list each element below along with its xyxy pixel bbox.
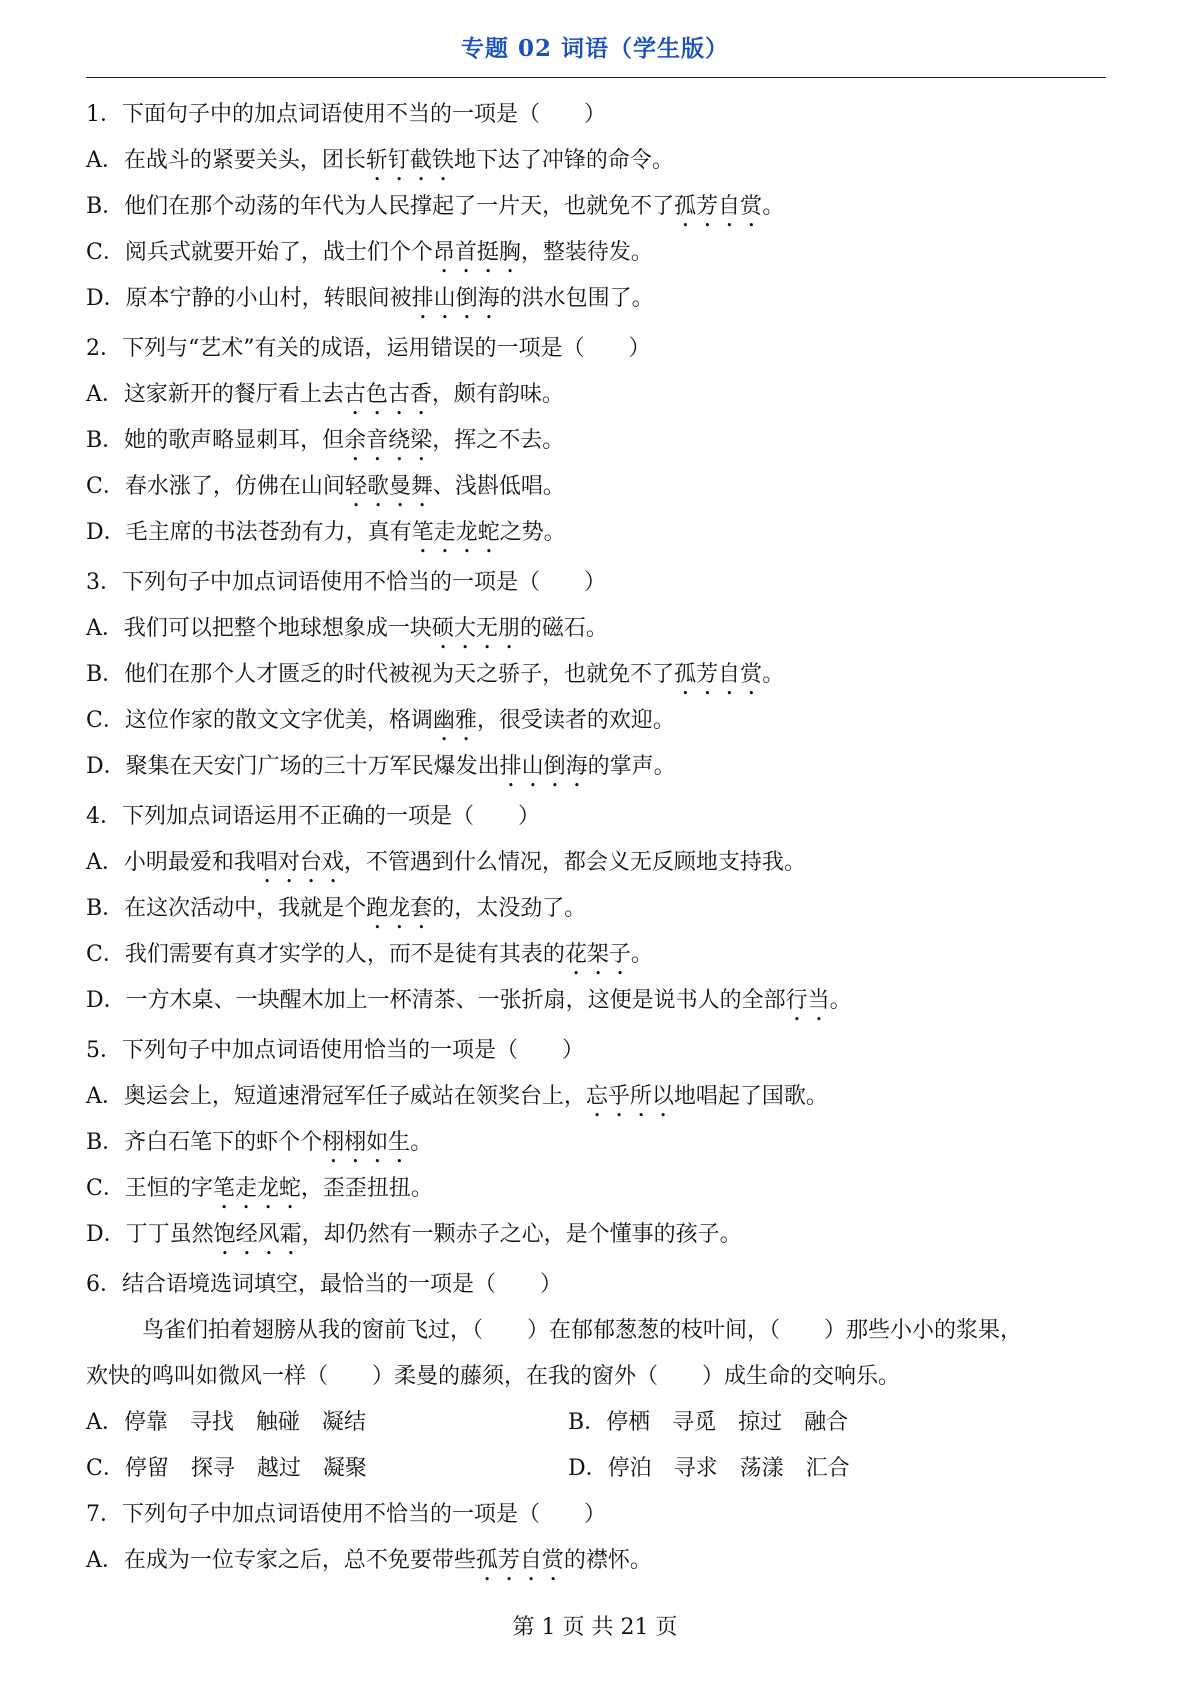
dotted-word: 余音绕梁: [344, 428, 433, 453]
dotted-word: 忘乎所以: [585, 1084, 674, 1109]
question-5-option-a: A．奥运会上，短道速滑冠军任子威站在领奖台上，忘乎所以地唱起了国歌。: [86, 1084, 828, 1109]
dotted-word: 栩栩如生: [322, 1130, 411, 1155]
question-6-passage-line-2: 欢快的鸣叫如微风一样（ ）柔曼的藤须，在我的窗外（ ）成生命的交响乐。: [86, 1364, 901, 1389]
question-5-option-d: D．丁丁虽然饱经风霜，却仍然有一颗赤子之心，是个懂事的孩子。: [86, 1222, 742, 1247]
page-title: 专题 02 词语（学生版）: [460, 35, 730, 62]
dotted-word: 笔走龙蛇: [411, 520, 500, 545]
question-2-option-c: C．春水涨了，仿佛在山间轻歌曼舞、浅斟低唱。: [86, 474, 565, 499]
dotted-word: 排山倒海: [499, 754, 588, 779]
question-6-passage-line-1: 鸟雀们拍着翅膀从我的窗前飞过，（ ）在郁郁葱葱的枝叶间，（ ）那些小小的浆果，: [142, 1318, 1023, 1343]
question-6-options-row-2: [86, 1446, 1116, 1492]
dotted-word: 硕大无朋: [431, 616, 520, 641]
question-4-stem: 4．下列加点词语运用不正确的一项是（ ）: [86, 804, 540, 829]
question-7-stem: 7．下列句子中加点词语使用不恰当的一项是（ ）: [86, 1502, 606, 1527]
question-1-stem: 1．下面句子中的加点词语使用不当的一项是（ ）: [86, 102, 606, 127]
question-6-stem: 6．结合语境选词填空，最恰当的一项是（ ）: [86, 1272, 562, 1297]
question-3-option-d: D．聚集在天安门广场的三十万军民爆发出排山倒海的掌声。: [86, 754, 676, 779]
dotted-word: 唱对台戏: [255, 850, 344, 875]
dotted-word: 跑龙套: [366, 896, 433, 921]
dotted-word: 古色古香: [343, 382, 432, 407]
question-4-option-c: C．我们需要有真才实学的人，而不是徒有其表的花架子。: [86, 942, 653, 967]
dotted-word: 昂首挺胸: [432, 240, 521, 265]
question-2-stem: 2．下列与“艺术”有关的成语，运用错误的一项是（ ）: [86, 336, 651, 361]
question-4-option-d: D．一方木桌、一块醒木加上一杯清茶、一张折扇，这便是说书人的全部行当。: [86, 988, 852, 1013]
dotted-word: 幽雅: [432, 708, 477, 733]
question-2-option-b: B．她的歌声略显刺耳，但余音绕梁，挥之不去。: [86, 428, 565, 453]
question-6-option-b: B．停栖 寻觅 掠过 融合: [568, 1410, 849, 1435]
question-4-option-a: A．小明最爱和我唱对台戏，不管遇到什么情况，都会义无反顾地支持我。: [86, 850, 806, 875]
question-3-option-a: A．我们可以把整个地球想象成一块硕大无朋的磁石。: [86, 616, 608, 641]
dotted-word: 孤芳自赏: [475, 1548, 564, 1573]
question-1-option-d: D．原本宁静的小山村，转眼间被排山倒海的洪水包围了。: [86, 286, 654, 311]
dotted-word: 轻歌曼舞: [344, 474, 433, 499]
dotted-word: 斩钉截铁: [365, 148, 454, 173]
question-6-option-d: D．停泊 寻求 荡漾 汇合: [568, 1456, 850, 1481]
header-divider: [86, 77, 1106, 78]
question-3-option-c: C．这位作家的散文文字优美，格调幽雅，很受读者的欢迎。: [86, 708, 675, 733]
question-5-option-b: B．齐白石笔下的虾个个栩栩如生。: [86, 1130, 433, 1155]
page-number: 第 1 页 共 21 页: [512, 1615, 678, 1640]
dotted-word: 饱经风霜: [213, 1222, 302, 1247]
dotted-word: 孤芳自赏: [674, 194, 763, 219]
dotted-word: 孤芳自赏: [674, 662, 763, 687]
question-3-stem: 3．下列句子中加点词语使用不恰当的一项是（ ）: [86, 570, 606, 595]
question-1-option-a: A．在战斗的紧要关头，团长斩钉截铁地下达了冲锋的命令。: [86, 148, 674, 173]
question-4-option-b: B．在这次活动中，我就是个跑龙套的，太没劲了。: [86, 896, 587, 921]
question-3-option-b: B．他们在那个人才匮乏的时代被视为天之骄子，也就免不了孤芳自赏。: [86, 662, 785, 687]
question-list: [86, 88, 1116, 1584]
question-5-option-c: C．王恒的字笔走龙蛇，歪歪扭扭。: [86, 1176, 433, 1201]
dotted-word: 笔走龙蛇: [212, 1176, 301, 1201]
question-1-option-c: C．阅兵式就要开始了，战士们个个昂首挺胸，整装待发。: [86, 240, 653, 265]
question-5-stem: 5．下列句子中加点词语使用恰当的一项是（ ）: [86, 1038, 584, 1063]
question-6-options-row-1: [86, 1400, 1116, 1446]
question-1-option-b: B．他们在那个动荡的年代为人民撑起了一片天，也就免不了孤芳自赏。: [86, 194, 785, 219]
question-2-option-a: A．这家新开的餐厅看上去古色古香，颇有韵味。: [86, 382, 564, 407]
question-6-option-a: A．停靠 寻找 触碰 凝结: [86, 1410, 366, 1435]
dotted-word: 行当: [785, 988, 830, 1013]
question-2-option-d: D．毛主席的书法苍劲有力，真有笔走龙蛇之势。: [86, 520, 566, 545]
question-6-option-c: C．停留 探寻 越过 凝聚: [86, 1456, 367, 1481]
question-7-option-a: A．在成为一位专家之后，总不免要带些孤芳自赏的襟怀。: [86, 1548, 652, 1573]
dotted-word: 排山倒海: [411, 286, 500, 311]
dotted-word: 花架子: [564, 942, 631, 967]
